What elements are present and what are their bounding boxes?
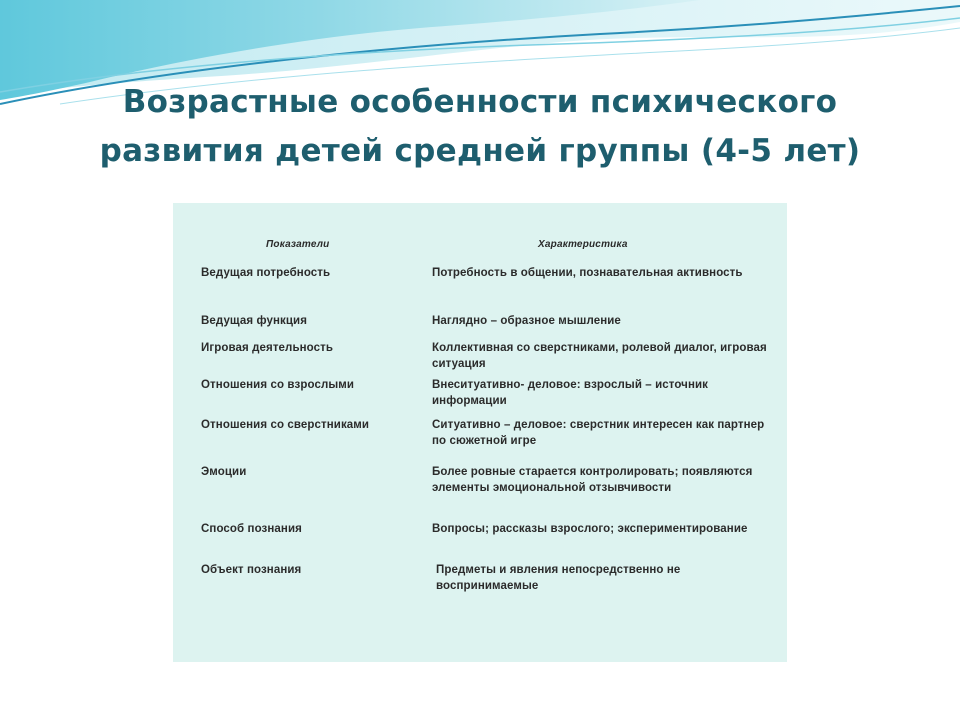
row-7-characteristic: Вопросы; рассказы взрослого; экспериментирование: [432, 523, 748, 535]
row-2-indicator: Ведущая функция: [201, 315, 308, 327]
row-2-characteristic: Наглядно – образное мышление: [432, 315, 621, 327]
row-3-indicator: Игровая деятельность: [201, 342, 334, 354]
row-6-indicator: Эмоции: [201, 466, 247, 478]
slide-title-line-2: развития детей средней группы (4-5 лет): [99, 133, 861, 169]
slide-title: [60, 78, 900, 176]
row-3-characteristic: Коллективная со сверстниками, ролевой диалог, игровая ситуация: [432, 342, 767, 370]
header-indicator: Показатели: [266, 239, 330, 250]
row-5-indicator: Отношения со сверстниками: [201, 419, 370, 431]
slide-title-line-1: Возрастные особенности психического: [122, 84, 838, 120]
row-4-indicator: Отношения со взрослыми: [201, 379, 355, 391]
row-8-indicator: Объект познания: [201, 564, 302, 576]
row-1-characteristic: Потребность в общении, познавательная активность: [432, 267, 743, 279]
row-8-characteristic: Предметы и явления непосредственно не воспринимаемые: [436, 564, 681, 592]
table-panel: [173, 203, 787, 662]
row-6-characteristic: Более ровные старается контролировать; появляются элементы эмоциональной отзывчивости: [432, 466, 753, 494]
row-4-characteristic: Внеситуативно- деловое: взрослый – источник информации: [432, 379, 709, 407]
row-7-indicator: Способ познания: [201, 523, 302, 535]
row-5-characteristic: Ситуативно – деловое: сверстник интересен как партнер по сюжетной игре: [432, 419, 765, 447]
row-1-indicator: Ведущая потребность: [201, 267, 331, 279]
header-characteristic: Характеристика: [538, 239, 628, 250]
